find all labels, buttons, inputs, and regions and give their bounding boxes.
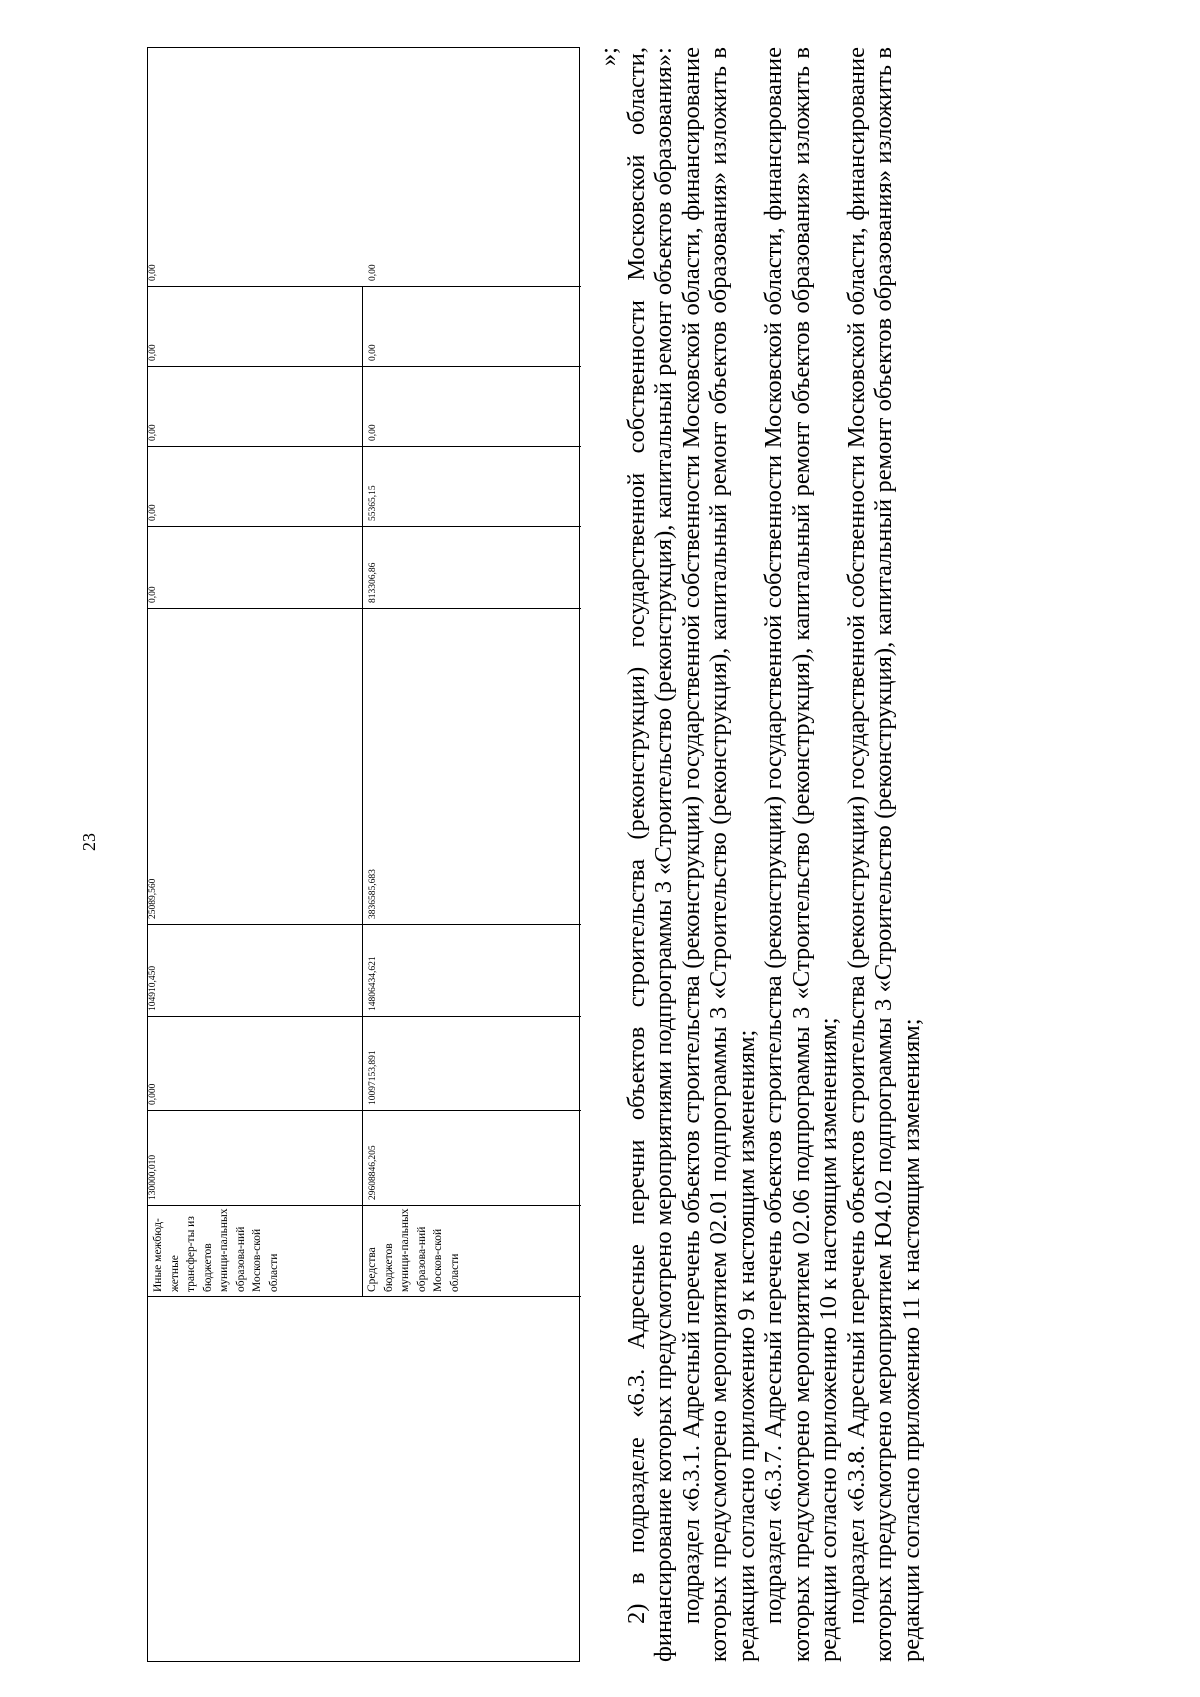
table-cell: 0,00	[148, 424, 158, 441]
col-divider	[148, 1205, 581, 1206]
table-cell: 0,00	[148, 264, 158, 281]
paragraph: подраздел «6.3.7. Адресный перечень объектов строительства (реконструкции) государственной собственности Московской области, финансирование которых предусмотрено мероприятием 02.06 подпрограммы 3 «Строительство (реконструкция), капитальный ремонт объектов образования» изложить в редакции согласно приложению 10 к настоящим изменениям;	[760, 47, 842, 1662]
table-cell: 0,000	[148, 1083, 158, 1105]
table-cell: 0,00	[148, 344, 158, 361]
table-cell: 0,00	[368, 424, 378, 441]
col-divider	[148, 1296, 581, 1297]
closing-quote: »;	[595, 47, 622, 67]
col-divider	[148, 286, 581, 287]
table-cell: 0,00	[148, 586, 158, 603]
table-cell: 130000,010	[148, 1154, 158, 1200]
table-cell: 29608846,205	[368, 1145, 378, 1200]
col-divider	[148, 924, 581, 925]
row-divider	[362, 287, 363, 1297]
paragraph: подраздел «6.3.8. Адресный перечень объектов строительства (реконструкции) государственной собственности Московской области, финансирование которых предусмотрено мероприятием Ю4.02 подпрограммы 3 «Строительство (реконструкция), капитальный ремонт объектов образования» изложить в редакции согласно приложению 11 к настоящим изменениям;	[842, 47, 925, 1662]
table-cell: 10097153,891	[368, 1050, 378, 1105]
table-cell: 14806434,621	[368, 956, 378, 1011]
table-cell: 25089,560	[148, 878, 158, 919]
table-cell: 104910,450	[148, 965, 158, 1011]
row-label: Средства бюджетов муници-пальных образова-ний Москов-ской области	[366, 1208, 461, 1292]
table-cell: 55365,15	[368, 485, 378, 521]
body-text	[595, 47, 925, 1662]
col-divider	[148, 526, 581, 527]
page-number: 23	[79, 833, 99, 851]
paragraph: 2) в подразделе «6.3. Адресные перечни объектов строительства (реконструкции) государственной собственности Московской области, финансирование которых предусмотрено мероприятиями подпрограммы 3 «Строительство (реконструкция), капитальный ремонт объектов образования»:	[622, 47, 677, 1662]
col-divider	[148, 1110, 581, 1111]
col-divider	[148, 608, 581, 609]
paragraph: подраздел «6.3.1. Адресный перечень объектов строительства (реконструкции) государственной собственности Московской области, финансирование которых предусмотрено мероприятием 02.01 подпрограммы 3 «Строительство (реконструкция), капитальный ремонт объектов образования» изложить в редакции согласно приложению 9 к настоящим изменениям;	[677, 47, 760, 1662]
col-divider	[148, 1016, 581, 1017]
table-cell: 3836585,683	[368, 869, 378, 919]
table-cell: 0,00	[368, 264, 378, 281]
row-label: Иные межбюд-жетные трансфер-ты из бюджетов муници-пальных образова-ний Москов-ской области	[152, 1208, 280, 1292]
col-divider	[148, 366, 581, 367]
table-cell: 0,00	[368, 344, 378, 361]
table-cell: 0,00	[148, 504, 158, 521]
budget-table	[147, 47, 580, 1662]
col-divider	[148, 446, 581, 447]
table-cell: 813306,86	[368, 562, 378, 603]
